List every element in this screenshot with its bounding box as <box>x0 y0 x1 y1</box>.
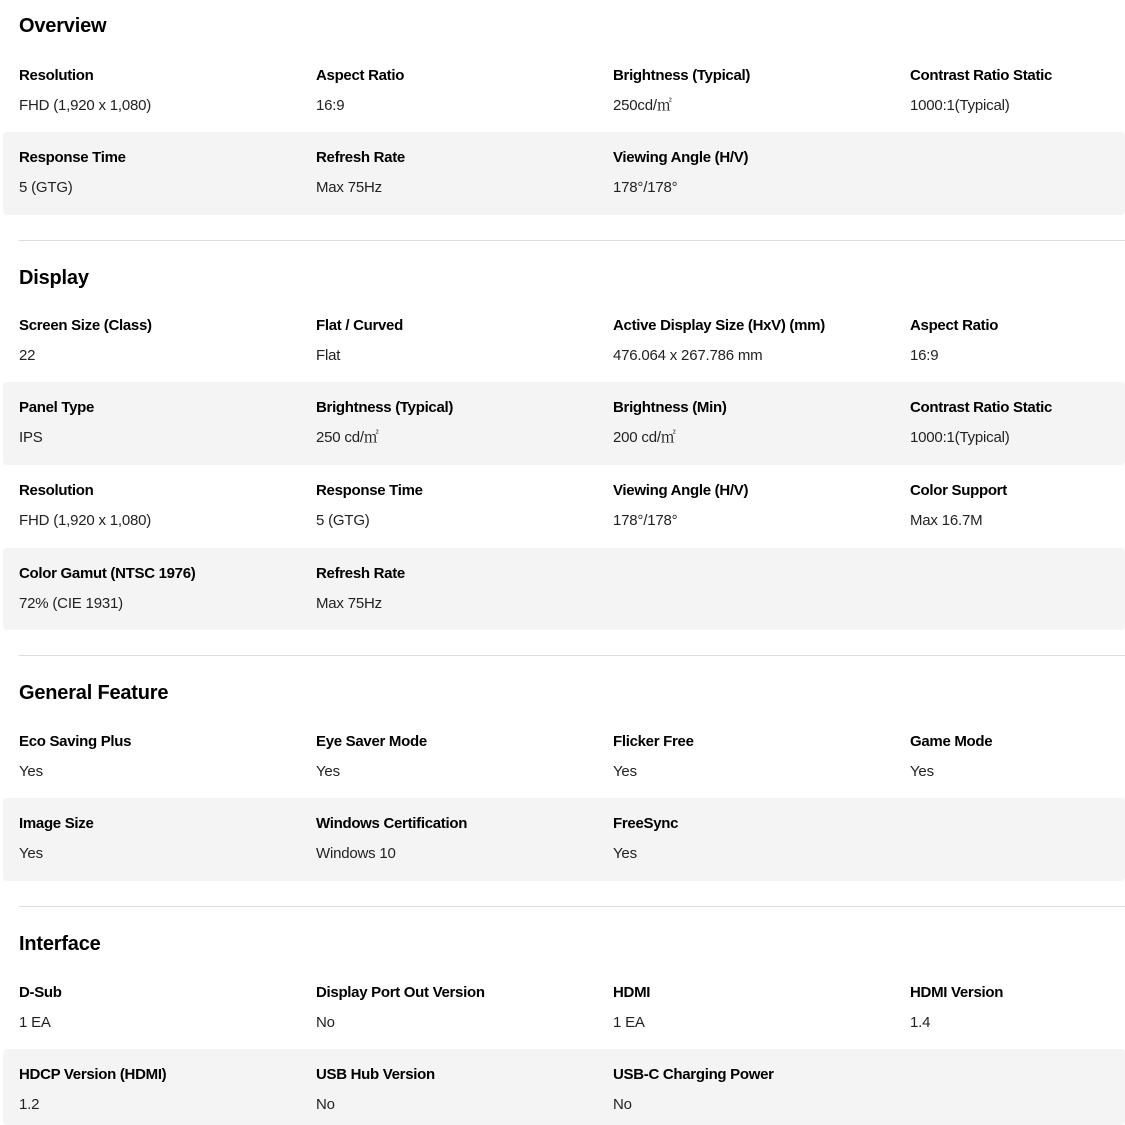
spec-value: Yes <box>910 763 934 780</box>
spec-value: Yes <box>19 845 43 862</box>
spec-label: Viewing Angle (H/V) <box>613 482 749 499</box>
spec-label: Refresh Rate <box>316 149 405 166</box>
spec-row <box>3 1049 1125 1125</box>
spec-value: 22 <box>19 347 36 364</box>
spec-value: 1 EA <box>613 1014 645 1031</box>
spec-label: Resolution <box>19 482 94 499</box>
spec-value: Yes <box>613 763 637 780</box>
spec-row <box>3 716 1125 798</box>
spec-label: Color Support <box>910 482 1007 499</box>
spec-label: Color Gamut (NTSC 1976) <box>19 565 196 582</box>
spec-value: 5 (GTG) <box>19 179 73 196</box>
spec-value: 250cd/㎡ <box>613 97 672 114</box>
spec-label: Response Time <box>316 482 423 499</box>
spec-row <box>3 465 1125 548</box>
spec-label: Resolution <box>19 67 94 84</box>
spec-value: No <box>316 1096 335 1113</box>
spec-label: USB-C Charging Power <box>613 1066 774 1083</box>
spec-value: Flat <box>316 347 341 364</box>
spec-value: No <box>316 1014 335 1031</box>
spec-value: Yes <box>19 763 43 780</box>
spec-value: 476.064 x 267.786 mm <box>613 347 763 364</box>
spec-value: FHD (1,920 x 1,080) <box>19 97 152 114</box>
spec-value: IPS <box>19 429 43 446</box>
spec-label: HDMI Version <box>910 984 1004 1001</box>
section-divider <box>19 655 1125 656</box>
spec-label: FreeSync <box>613 815 679 832</box>
spec-label: Game Mode <box>910 733 993 750</box>
spec-value: Max 75Hz <box>316 595 382 612</box>
spec-row <box>3 798 1125 881</box>
spec-label: USB Hub Version <box>316 1066 435 1083</box>
spec-value: 1000:1(Typical) <box>910 429 1010 446</box>
section-divider <box>19 906 1125 907</box>
spec-label: Windows Certification <box>316 815 468 832</box>
spec-label: Screen Size (Class) <box>19 317 152 334</box>
spec-label: HDCP Version (HDMI) <box>19 1066 167 1083</box>
spec-label: Brightness (Typical) <box>613 67 751 84</box>
spec-value: 250 cd/㎡ <box>316 429 379 446</box>
spec-label: Display Port Out Version <box>316 984 485 1001</box>
spec-row <box>3 548 1125 630</box>
spec-value: FHD (1,920 x 1,080) <box>19 512 152 529</box>
spec-label: Brightness (Min) <box>613 399 727 416</box>
spec-label: Eye Saver Mode <box>316 733 427 750</box>
spec-value: 72% (CIE 1931) <box>19 595 123 612</box>
spec-row <box>3 50 1125 132</box>
spec-value: 1 EA <box>19 1014 51 1031</box>
spec-label: Contrast Ratio Static <box>910 67 1053 84</box>
spec-label: Viewing Angle (H/V) <box>613 149 749 166</box>
spec-label: Image Size <box>19 815 94 832</box>
spec-value: 16:9 <box>316 97 345 114</box>
section-divider <box>19 240 1125 241</box>
section-title: General Feature <box>19 682 169 704</box>
spec-value: 5 (GTG) <box>316 512 370 529</box>
spec-label: Flat / Curved <box>316 317 403 334</box>
spec-label: Panel Type <box>19 399 95 416</box>
spec-label: Response Time <box>19 149 126 166</box>
spec-value: 1.2 <box>19 1096 40 1113</box>
spec-value: Yes <box>613 845 637 862</box>
spec-value: Max 16.7M <box>910 512 983 529</box>
section-title: Interface <box>19 933 101 955</box>
spec-value: 1000:1(Typical) <box>910 97 1010 114</box>
spec-value: 178°/178° <box>613 512 678 529</box>
spec-row <box>3 300 1125 382</box>
spec-label: Eco Saving Plus <box>19 733 132 750</box>
spec-value: Max 75Hz <box>316 179 382 196</box>
spec-label: HDMI <box>613 984 651 1001</box>
section-title: Display <box>19 267 89 289</box>
section-title: Overview <box>19 15 107 37</box>
spec-value: 16:9 <box>910 347 939 364</box>
spec-row <box>3 967 1125 1049</box>
spec-value: Windows 10 <box>316 845 396 862</box>
spec-value: No <box>613 1096 632 1113</box>
spec-value: 178°/178° <box>613 179 678 196</box>
spec-value: 200 cd/㎡ <box>613 429 676 446</box>
spec-label: Active Display Size (HxV) (mm) <box>613 317 825 334</box>
spec-label: Contrast Ratio Static <box>910 399 1053 416</box>
spec-label: Aspect Ratio <box>316 67 405 84</box>
spec-label: Brightness (Typical) <box>316 399 454 416</box>
spec-row <box>3 132 1125 215</box>
spec-row <box>3 382 1125 465</box>
spec-label: Flicker Free <box>613 733 694 750</box>
spec-value: 1.4 <box>910 1014 931 1031</box>
spec-value: Yes <box>316 763 340 780</box>
spec-label: Aspect Ratio <box>910 317 999 334</box>
spec-label: D-Sub <box>19 984 62 1001</box>
spec-label: Refresh Rate <box>316 565 405 582</box>
